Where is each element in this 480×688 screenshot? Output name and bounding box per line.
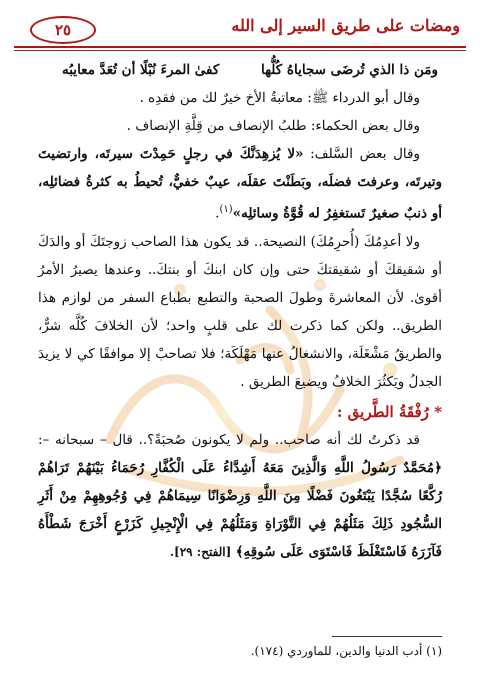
salaf-lead: وقال بعض السَّلف:: [310, 146, 420, 162]
running-title: ومضات على طريق السير إلى الله: [231, 16, 460, 35]
salaf-quote: «لا يُزهِدَنَّكَ في رجلٍ حَمِدْتَ سيرتَه، وارتضيتَ وتيرتَه، وعرفتَ فضلَه، وبَطَنْتَ عقلَه، عيبٌ خفيٌّ، تُحيطُ به كثرةُ فضائلِه، أو ذنبٌ صغيرٌ تَستغفِرُ له قُوَّةُ وسائلِه»: [38, 146, 442, 222]
paragraph-companionship: [38, 426, 442, 566]
verse-hemistich-right: ومَن ذا الذي تُرضَى سجاياهُ كُلُّها: [260, 62, 438, 78]
verse-hemistich-left: كفىٰ المرءَ نُبْلًا أن تُعَدَّ معايبُه: [62, 62, 220, 78]
paragraph-hukama: وقال بعض الحكماء: طلبُ الإنصاف من قِلَّةِ الإنصاف .: [126, 118, 420, 134]
header-rule: [14, 46, 466, 48]
paragraph-abu-darda: وقال أبو الدرداء ﷺ: معاتبةُ الأخ خيرٌ لك من فقدِه .: [139, 90, 420, 106]
surah-reference: [الفتح: ٢٩].: [169, 544, 232, 559]
companionship-lead: قد ذكرتُ لك أنه صاحب.. ولم لا يكونون صُحبَةً؟.. قال – سبحانه –:: [38, 431, 420, 448]
paragraph-advice: ولا أعدِمُكَ (أُحرِمُكَ) النصيحة.. قد يكون هذا الصاحب زوجتَكَ أو والدَكَ أو شقيقكَ أو شقيقتكَ حتى وإن كان ابنكَ أو بنتكَ.. وعندها يصيرُ الأمرُ أقوىٰ. لأن المعاشرةَ وطولَ الصحبة والتطبع بطباع السفر من لوازم هذا الطريق.. ولكن كما ذكرت لك على قلبٍ واحد؛ لأن الخلافَ كُلَّه شرٌّ، والطريقُ مَشْغَلَة، والانشغالُ عنها مَهْلَكَة؛ فلا تصاحبْ إلا موافقًا كي لا يزيدَ الجدلُ ويَكثُرَ الخلافُ ويضيعَ الطريق .: [38, 233, 442, 390]
paragraph-salaf: وقال بعض السَّلف: «لا يُزهِدَنَّكَ في رجلٍ حَمِدْتَ سيرتَه، وارتضيتَ وتيرتَه، وعرفتَ فضلَه، وبَطَنْتَ عقلَه، عيبٌ خفيٌّ، تُحيطُ به كثرةُ فضائلِه، أو ذنبٌ صغيرٌ تَستغفِرُ له قُوَّةُ وسائلِه»$^{(١)}$.: [38, 146, 442, 222]
page-header: [14, 12, 466, 46]
footnote: (١) أدب الدنيا والدين، للماوردي (١٧٤).: [250, 644, 442, 658]
section-heading: [38, 398, 442, 426]
header-rule-thin: [14, 50, 466, 51]
quran-verse: ﴿مُحَمَّدٌ رَسُولُ اللَّهِ وَالَّذِينَ مَعَهُ أَشِدَّاءُ عَلَى الْكُفَّارِ رُحَمَاءُ بَيْنَهُمْ تَرَاهُمْ رُكَّعًا سُجَّدًا يَبْتَغُونَ فَضْلًا مِنَ اللَّهِ وَرِضْوَانًا سِيمَاهُمْ فِي وُجُوهِهِمْ مِنْ أَثَرِ السُّجُودِ ذَلِكَ مَثَلُهُمْ فِي التَّوْرَاةِ وَمَثَلُهُمْ فِي الْإِنْجِيلِ كَزَرْعٍ أَخْرَجَ شَطْأَهُ فَآزَرَهُ فَاسْتَغْلَظَ فَاسْتَوَى عَلَى سُوقِهِ﴾: [38, 459, 442, 560]
page-number-badge: ٢٥: [30, 16, 96, 44]
footnote-divider: [332, 636, 442, 637]
page-body: [38, 56, 442, 566]
poetry-verse: [38, 56, 442, 84]
star-bullet-icon: *: [434, 402, 442, 421]
section-heading-text: رُفْقَةُ الطَّريق :: [336, 402, 429, 421]
footnote-reference: (١): [219, 204, 233, 215]
